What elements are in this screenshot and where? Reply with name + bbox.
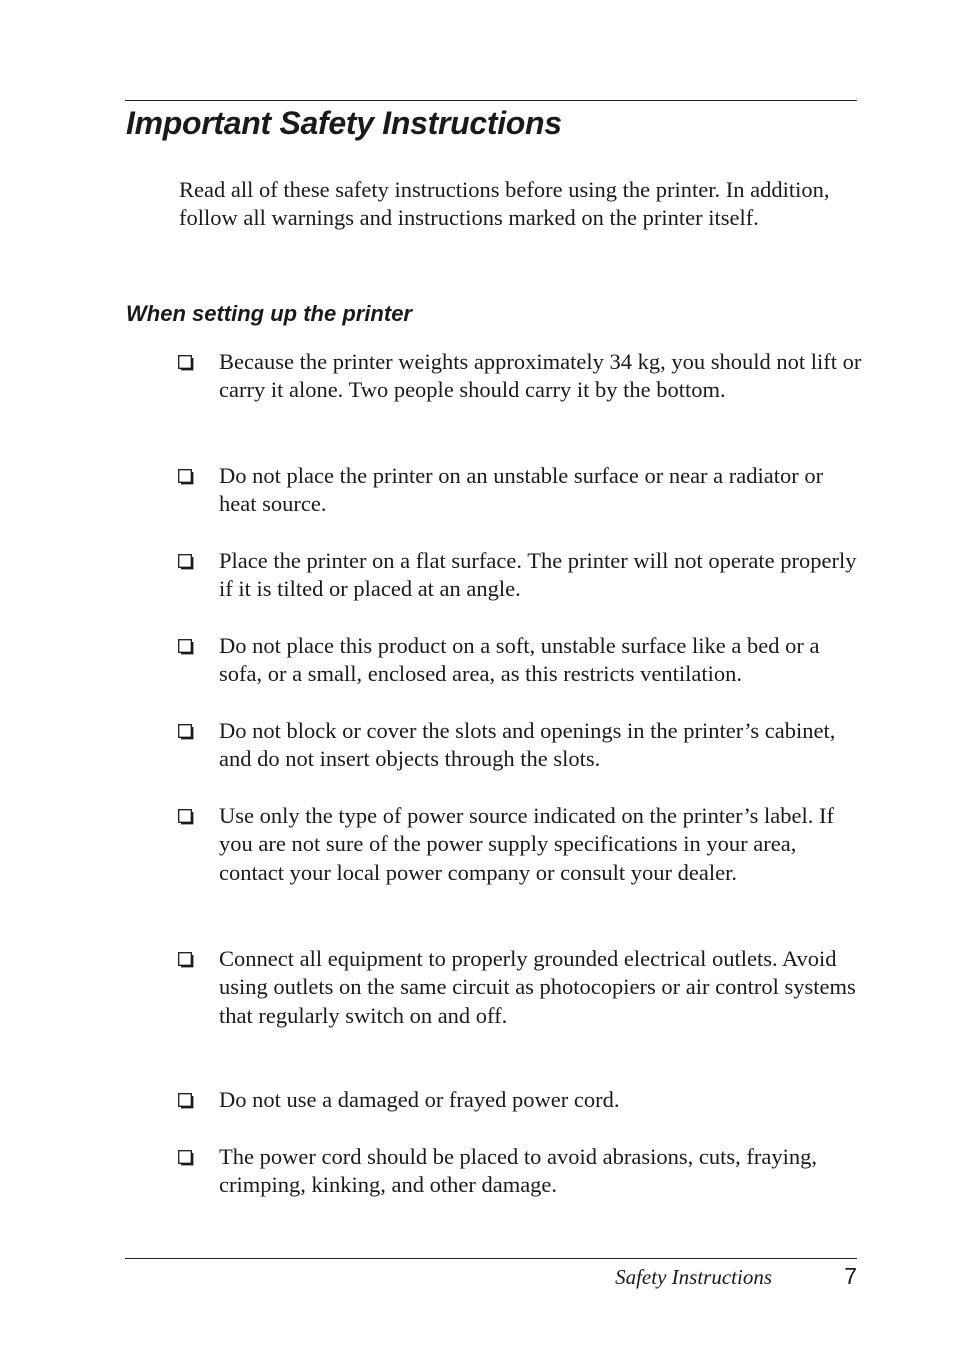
list-item (178, 1086, 868, 1114)
list-item-text: Do not place this product on a soft, unstable surface like a bed or a sofa, or a small, enclosed area, as this restricts ventilation. (219, 633, 820, 687)
list-item (178, 717, 868, 774)
checkbox-icon (178, 554, 195, 570)
checkbox-icon (178, 1093, 195, 1109)
list-item (178, 547, 868, 604)
intro-paragraph: Read all of these safety instructions before using the printer. In addition, follow all warnings and instructions marked on the printer itself. (179, 177, 830, 231)
list-item (178, 632, 868, 689)
list-item (178, 802, 868, 887)
list-item (178, 462, 868, 519)
list-item (178, 1143, 868, 1200)
checkbox-icon (178, 724, 195, 740)
checkbox-icon (178, 809, 195, 825)
checkbox-icon (178, 952, 195, 968)
page-number: 7 (844, 1263, 857, 1289)
list-item-text: Connect all equipment to properly grounded electrical outlets. Avoid using outlets on the same circuit as photocopiers or air control systems that regularly switch on and off. (219, 946, 856, 1028)
section-heading: When setting up the printer (126, 301, 412, 326)
list-item (178, 945, 868, 1030)
bottom-divider (125, 1258, 857, 1259)
checkbox-icon (178, 469, 195, 485)
list-item-text: Do not use a damaged or frayed power cord. (219, 1087, 620, 1112)
footer-section-title: Safety Instructions (615, 1265, 772, 1289)
list-item (178, 348, 868, 405)
list-item-text: The power cord should be placed to avoid abrasions, cuts, fraying, crimping, kinking, and other damage. (219, 1144, 817, 1198)
list-item-text: Because the printer weights approximately 34 kg, you should not lift or carry it alone. Two people should carry it by the bottom. (219, 349, 862, 403)
checkbox-icon (178, 355, 195, 371)
list-item-text: Use only the type of power source indicated on the printer’s label. If you are not sure of the power supply specifications in your area, contact your local power company or consult your dealer. (219, 803, 835, 885)
page-title: Important Safety Instructions (126, 105, 562, 141)
list-item-text: Do not place the printer on an unstable surface or near a radiator or heat source. (219, 463, 824, 517)
checkbox-icon (178, 639, 195, 655)
list-item-text: Place the printer on a flat surface. The printer will not operate properly if it is tilted or placed at an angle. (219, 548, 857, 602)
list-item-text: Do not block or cover the slots and openings in the printer’s cabinet, and do not insert objects through the slots. (219, 718, 836, 772)
checkbox-icon (178, 1150, 195, 1166)
